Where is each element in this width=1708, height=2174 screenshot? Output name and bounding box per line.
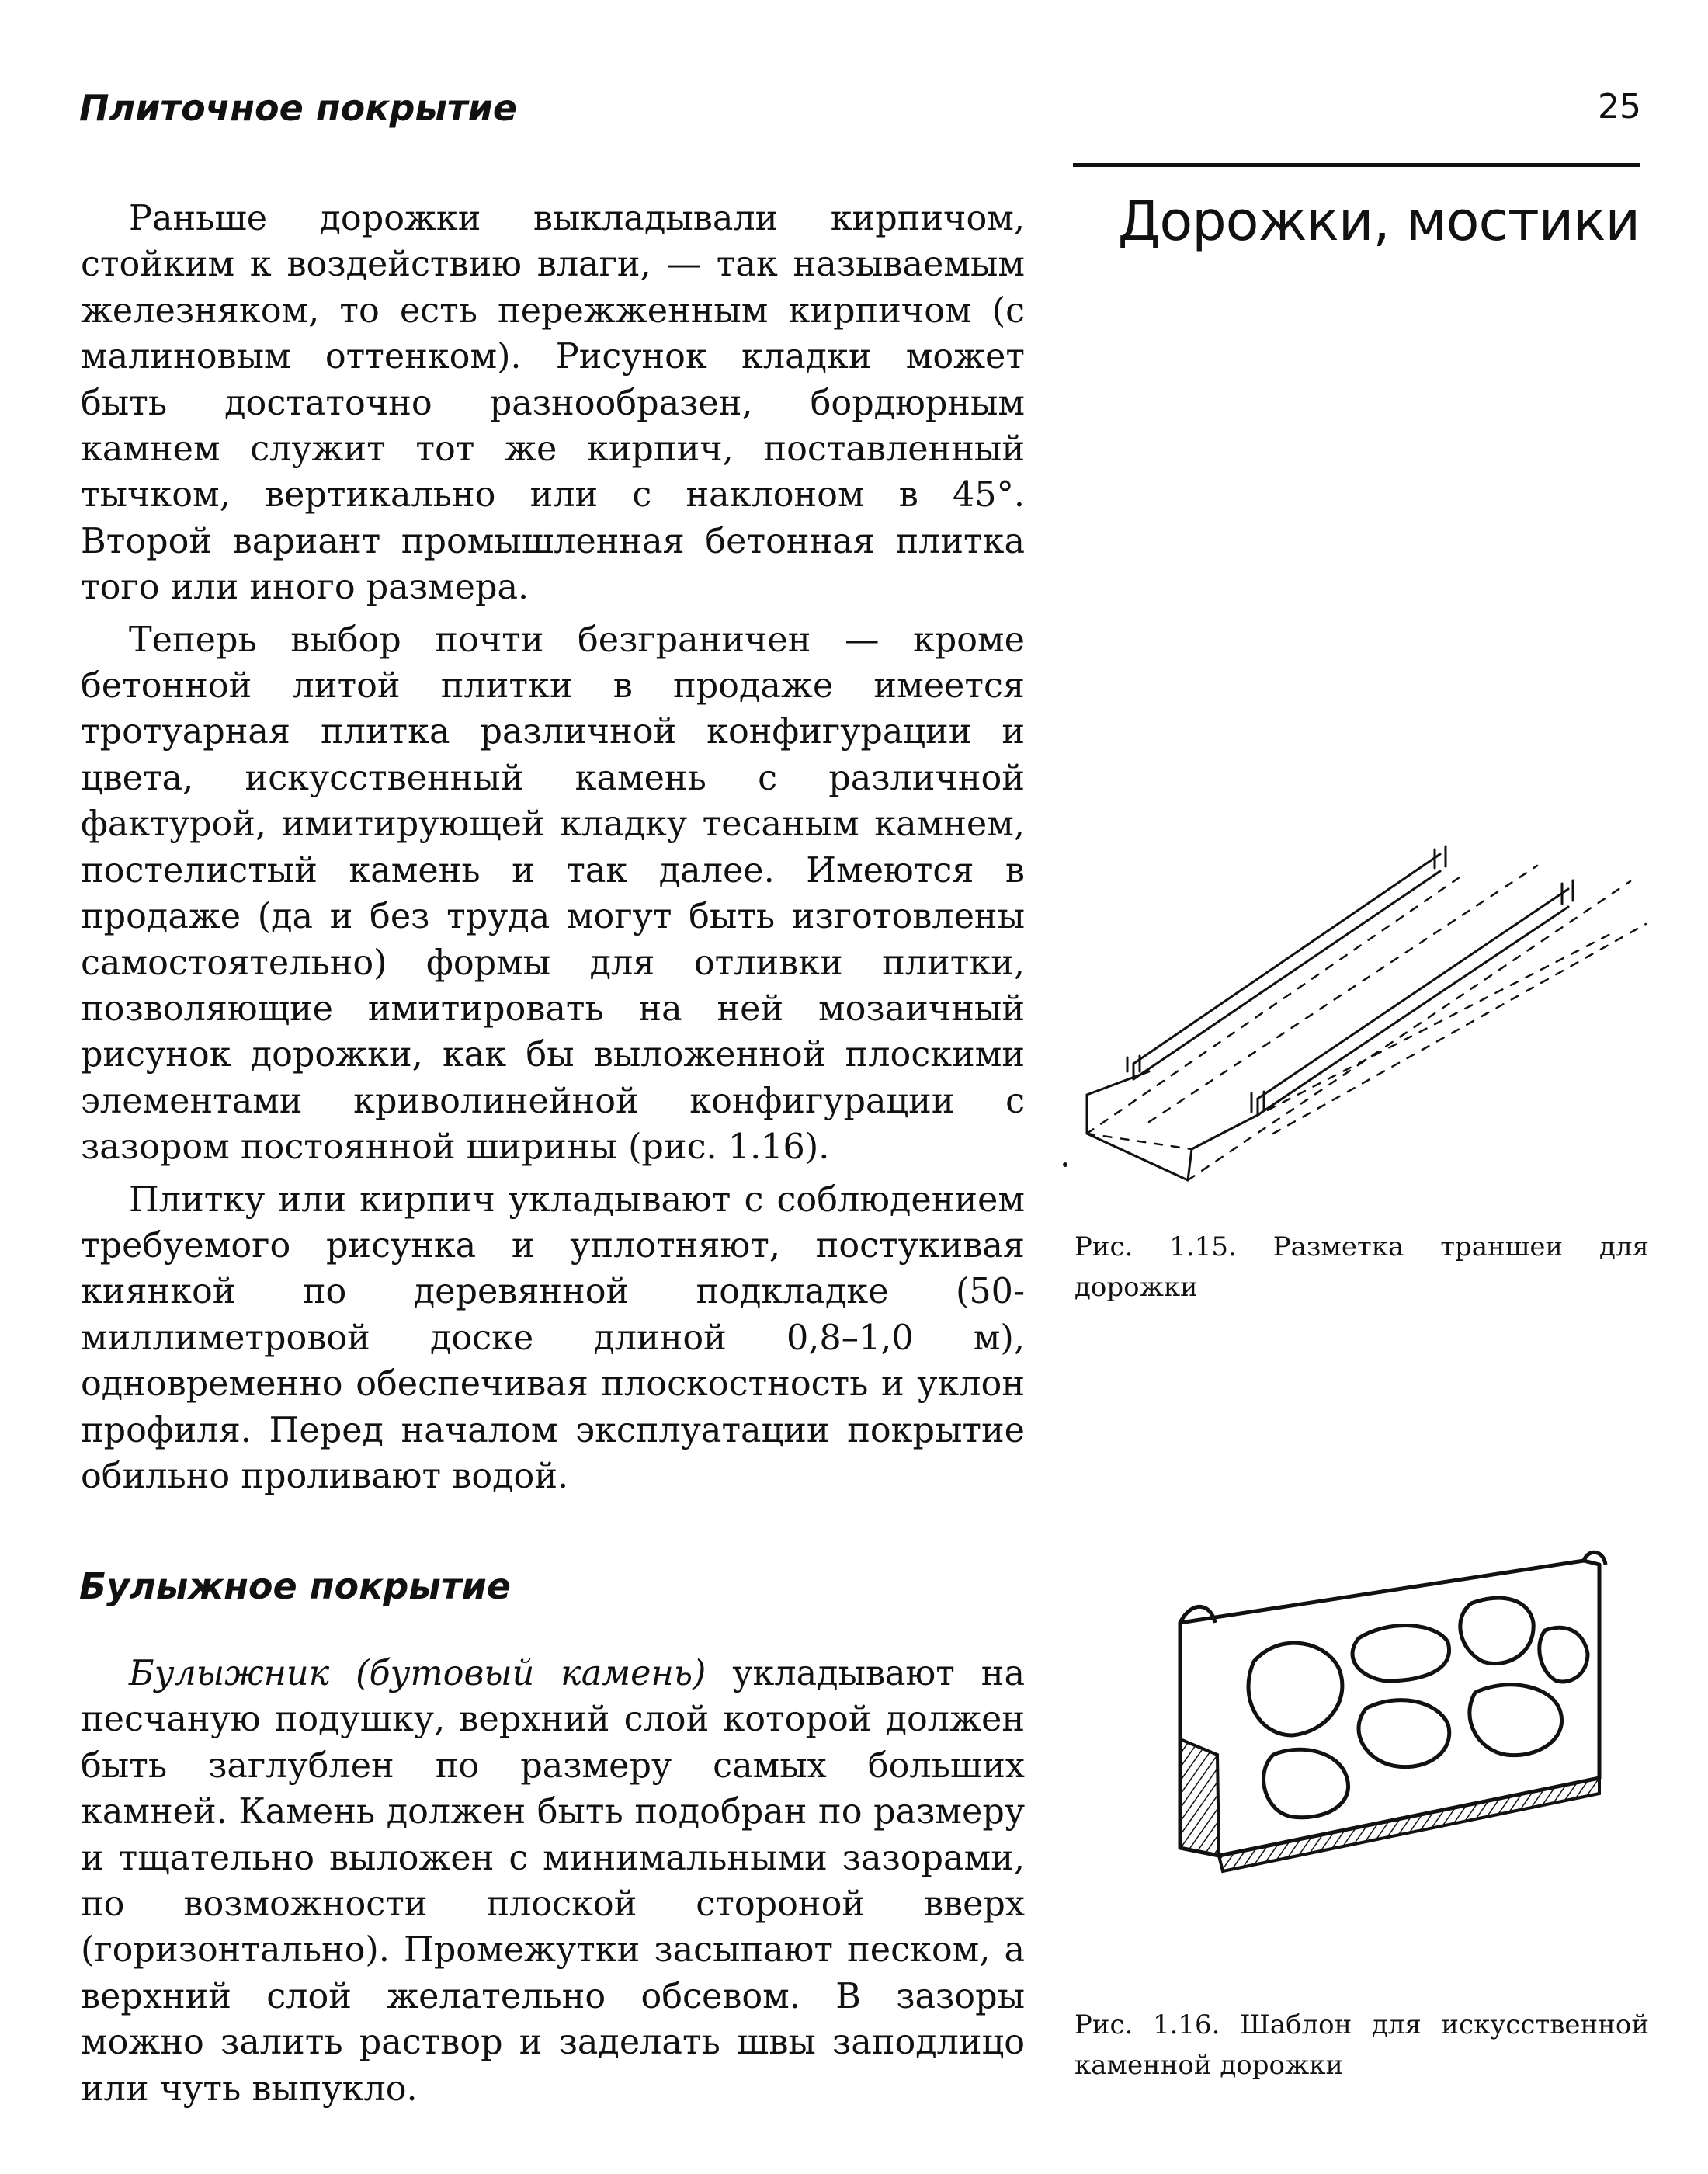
figure-1-15-caption: Рис. 1.15. Разметка траншеи для дорожки <box>1074 1231 1649 1303</box>
dashed-line <box>1149 866 1537 1122</box>
dashed-line <box>1188 881 1630 1180</box>
stone-cell <box>1352 1626 1449 1681</box>
section2-text <box>81 1651 1025 2112</box>
board-lower <box>1258 889 1568 1099</box>
stone-cell <box>1359 1700 1449 1767</box>
section2-title: Булыжное покрытие <box>79 1565 511 1607</box>
board-upper <box>1133 854 1440 1064</box>
running-title: Плиточное покрытие <box>79 87 518 129</box>
section1-text <box>81 196 1025 1499</box>
mould-edge <box>1180 1739 1219 1856</box>
page-number: 25 <box>1598 87 1641 127</box>
figure-trench-marking <box>1071 839 1661 1211</box>
paragraph: Теперь выбор почти безграничен — кроме бетонной литой плитки в продаже имеется тротуарная плитка различной конфигурации и цвета, искусственный камень с различной фактурой, имитирующей кладку тесаным камнем, постелистый камень и так далее. Имеются в продаже (да и без труда могут быть изготовлены самостоятельно) формы для отливки плитки, позволяющие имитировать на ней мозаичный рисунок дорожки, как бы выложенной плоскими элементами криволинейной конфигурации с зазором постоянной ширины (рис. 1.16). <box>81 620 1025 1168</box>
chapter-rule <box>1073 163 1640 167</box>
italic-lead: Булыжник (бутовый камень) <box>129 1654 706 1693</box>
board-upper <box>1133 871 1440 1079</box>
figure-1-16-caption: Рис. 1.16. Шаблон для искусственной каменной дорожки <box>1074 2009 1649 2081</box>
paragraph <box>81 1651 1025 2112</box>
chapter-title: Дорожки, мостики <box>1117 189 1640 253</box>
paragraph: Раньше дорожки выкладывали кирпичом, стойким к воздействию влаги, — так называемым железняком, то есть пережженным кирпичом (с малиновым оттенком). Рисунок кладки может быть достаточно разнообразен, бордюрным камнем служит тот же кирпич, поставленный тычком, вертикально или с наклоном в 45°. Второй вариант промышленная бетонная плитка того или иного размера. <box>81 199 1025 608</box>
dashed-line <box>1192 932 1615 1149</box>
stone-cell <box>1540 1627 1588 1682</box>
trench-outline <box>1087 1095 1188 1180</box>
dashed-line <box>1087 877 1460 1134</box>
dot-mark <box>1063 1162 1068 1167</box>
stone-cell <box>1264 1749 1349 1818</box>
stone-cell <box>1460 1598 1533 1663</box>
paragraph: Плитку или кирпич укладывают с соблюдением требуемого рисунка и уплотняют, постукивая киянкой по деревянной подкладке (50-миллиметровой доске длиной 0,8–1,0 м), одновременно обеспечивая плоскостность и уклон профиля. Перед началом эксплуатации покрытие обильно проливают водой. <box>81 1179 1025 1496</box>
dashed-line <box>1273 924 1646 1134</box>
stone-cell <box>1470 1685 1562 1756</box>
board-lower <box>1258 907 1568 1115</box>
figure-stone-template <box>1165 1545 1630 1941</box>
paragraph-rest: укладывают на песчаную подушку, верхний слой которой должен быть заглублен по размеру самых больших камней. Камень должен быть подобран по размеру и тщательно выложен с минимальными зазорами, по возможности плоской стороной вверх (горизонтально). Промежутки засыпают песком, а верхний слой желательно обсевом. В зазоры можно залить раствор и заделать швы заподлицо или чуть выпукло. <box>81 1654 1025 2109</box>
